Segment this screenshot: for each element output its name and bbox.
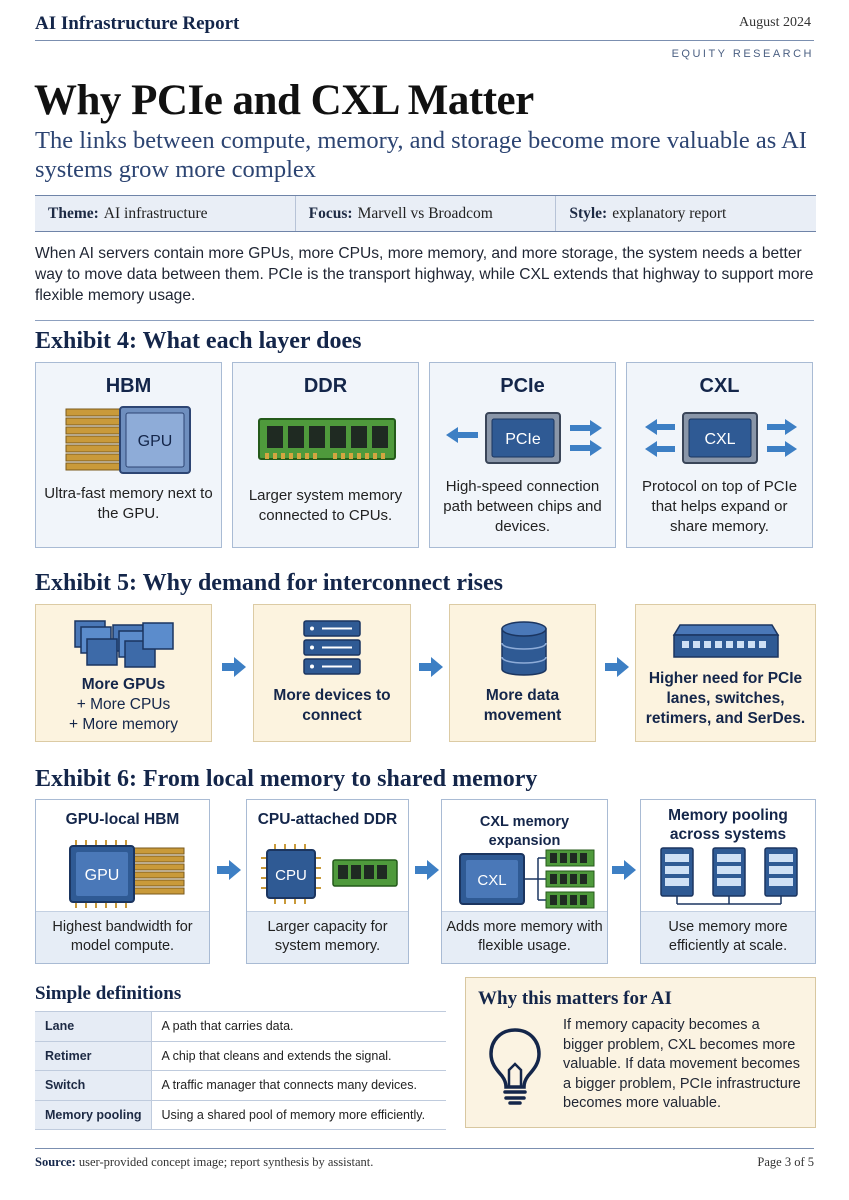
definition: Using a shared pool of memory more efficiently.: [151, 1100, 446, 1130]
exhibit-5-title: Exhibit 5: Why demand for interconnect rises: [35, 570, 504, 596]
arrow-right-icon: [215, 858, 243, 882]
meta-value: AI infrastructure: [103, 204, 208, 222]
chip-label: CXL: [477, 872, 507, 889]
meta-theme: [35, 196, 296, 231]
card-bold: More GPUs: [81, 676, 166, 693]
ddr-module-icon: [233, 405, 418, 477]
exhibit-6-title: Exhibit 6: From local memory to shared memory: [35, 766, 538, 792]
chip-label: PCIe: [505, 431, 541, 448]
report-title: AI Infrastructure Report: [35, 13, 240, 34]
table-row: [35, 1071, 446, 1101]
definitions-table: [35, 1011, 446, 1130]
card-title: Memory pooling across systems: [668, 807, 788, 843]
arrow-right-icon: [220, 655, 248, 679]
page-subtitle: The links between compute, memory, and storage become more valuable as AI systems grow more complex: [35, 127, 807, 183]
why-text: If memory capacity becomes a bigger problem, CXL becomes more valuable. If data movement becomes a bigger problem, PCIe infrastructure becomes more valuable.: [563, 1017, 801, 1111]
page-title: Why PCIe and CXL Matter: [34, 77, 534, 124]
meta-style: [556, 196, 816, 231]
arrow-right-icon: [610, 858, 638, 882]
card-cpu-attached-ddr: [246, 799, 409, 964]
card-line: + More CPUs: [76, 696, 171, 713]
card-bold: More data movement: [483, 687, 562, 724]
header-divider: [35, 40, 814, 41]
term: Retimer: [35, 1041, 151, 1071]
card-bold: Higher need for PCIe lanes, switches, retimers, and SerDes.: [645, 670, 806, 727]
meta-value: Marvell vs Broadcom: [357, 204, 493, 222]
why-title: Why this matters for AI: [478, 988, 672, 1009]
card-description: Adds more memory with flexible usage.: [442, 911, 607, 963]
meta-focus: [296, 196, 557, 231]
cpu-chip-icon: [259, 842, 401, 906]
source-text: user-provided concept image; report synthesis by assistant.: [78, 1155, 374, 1169]
definition: A traffic manager that connects many devices.: [151, 1071, 446, 1101]
exhibit-4-title: Exhibit 4: What each layer does: [35, 328, 362, 354]
cxl-expansion-icon: [458, 846, 596, 912]
card-title: CPU-attached DDR: [257, 811, 398, 828]
lightbulb-icon: [486, 1026, 544, 1108]
card-title: CXL memory expansion: [479, 814, 570, 849]
meta-key: Theme:: [48, 204, 99, 222]
definition: A path that carries data.: [151, 1012, 446, 1042]
card-title: GPU-local HBM: [65, 811, 180, 828]
definition: A chip that cleans and extends the signal.: [151, 1041, 446, 1071]
arrow-right-icon: [603, 655, 631, 679]
chip-label: GPU: [137, 433, 173, 450]
card-more-devices: [253, 604, 411, 742]
card-cxl-memory-expansion: [441, 799, 608, 964]
arrow-right-icon: [413, 858, 441, 882]
server-pool-icon: [655, 846, 803, 908]
server-rack-icon: [300, 619, 364, 677]
definitions-title: Simple definitions: [35, 983, 182, 1004]
card-title: HBM: [105, 375, 152, 397]
card-hbm: [35, 362, 222, 548]
report-date: August 2024: [739, 15, 811, 30]
database-icon: [498, 619, 550, 679]
chip-label: GPU: [84, 867, 120, 884]
meta-value: explanatory report: [612, 204, 727, 222]
card-ddr: [232, 362, 419, 548]
source-note: [35, 1155, 373, 1170]
meta-key: Style:: [569, 204, 608, 222]
network-switch-icon: [670, 621, 782, 661]
card-title: PCIe: [500, 375, 545, 397]
table-row: [35, 1100, 446, 1130]
source-label: Source:: [35, 1155, 76, 1169]
arrow-right-icon: [417, 655, 445, 679]
card-description: Larger system memory connected to CPUs.: [248, 487, 403, 524]
intro-paragraph: When AI servers contain more GPUs, more CPUs, more memory, and more storage, the system needs a better way to move data between them. PCIe is the transport highway, while CXL extends that highway to support more flexible memory usage.: [35, 245, 814, 304]
gpu-chip-icon: [64, 838, 188, 910]
card-description: Ultra-fast memory next to the GPU.: [44, 485, 213, 522]
table-row: [35, 1012, 446, 1042]
card-description: Larger capacity for system memory.: [247, 911, 408, 963]
card-more-data: [449, 604, 596, 742]
card-description: Protocol on top of PCIe that helps expand or share memory.: [641, 478, 798, 535]
card-bold: More devices to connect: [273, 687, 391, 724]
meta-bar: [35, 195, 816, 232]
pcie-link-icon: [430, 405, 615, 477]
term: Switch: [35, 1071, 151, 1101]
card-text: [40, 675, 207, 735]
card-line: + More memory: [69, 716, 178, 733]
card-more-compute: [35, 604, 212, 742]
card-higher-need: [635, 604, 816, 742]
card-description: High-speed connection path between chips and devices.: [443, 478, 602, 535]
section-divider: [35, 320, 814, 321]
cxl-protocol-icon: [627, 405, 812, 477]
table-row: [35, 1041, 446, 1071]
card-gpu-local-hbm: [35, 799, 210, 964]
card-description: Highest bandwidth for model compute.: [36, 911, 209, 963]
card-description: Use memory more efficiently at scale.: [641, 911, 815, 963]
chip-label: CXL: [704, 431, 736, 448]
term: Memory pooling: [35, 1100, 151, 1130]
page-number: Page 3 of 5: [757, 1155, 814, 1169]
card-title: CXL: [699, 375, 740, 397]
gpu-stack-icon: [71, 617, 181, 673]
chip-label: CPU: [275, 867, 307, 884]
gpu-hbm-icon: [36, 405, 221, 477]
card-pcie: [429, 362, 616, 548]
section-label: EQUITY RESEARCH: [671, 48, 814, 60]
footer-divider: [35, 1148, 814, 1149]
why-this-matters-box: [465, 977, 816, 1128]
meta-key: Focus:: [308, 204, 353, 222]
card-memory-pooling: [640, 799, 816, 964]
card-title: DDR: [303, 375, 348, 397]
term: Lane: [35, 1012, 151, 1042]
card-cxl: [626, 362, 813, 548]
